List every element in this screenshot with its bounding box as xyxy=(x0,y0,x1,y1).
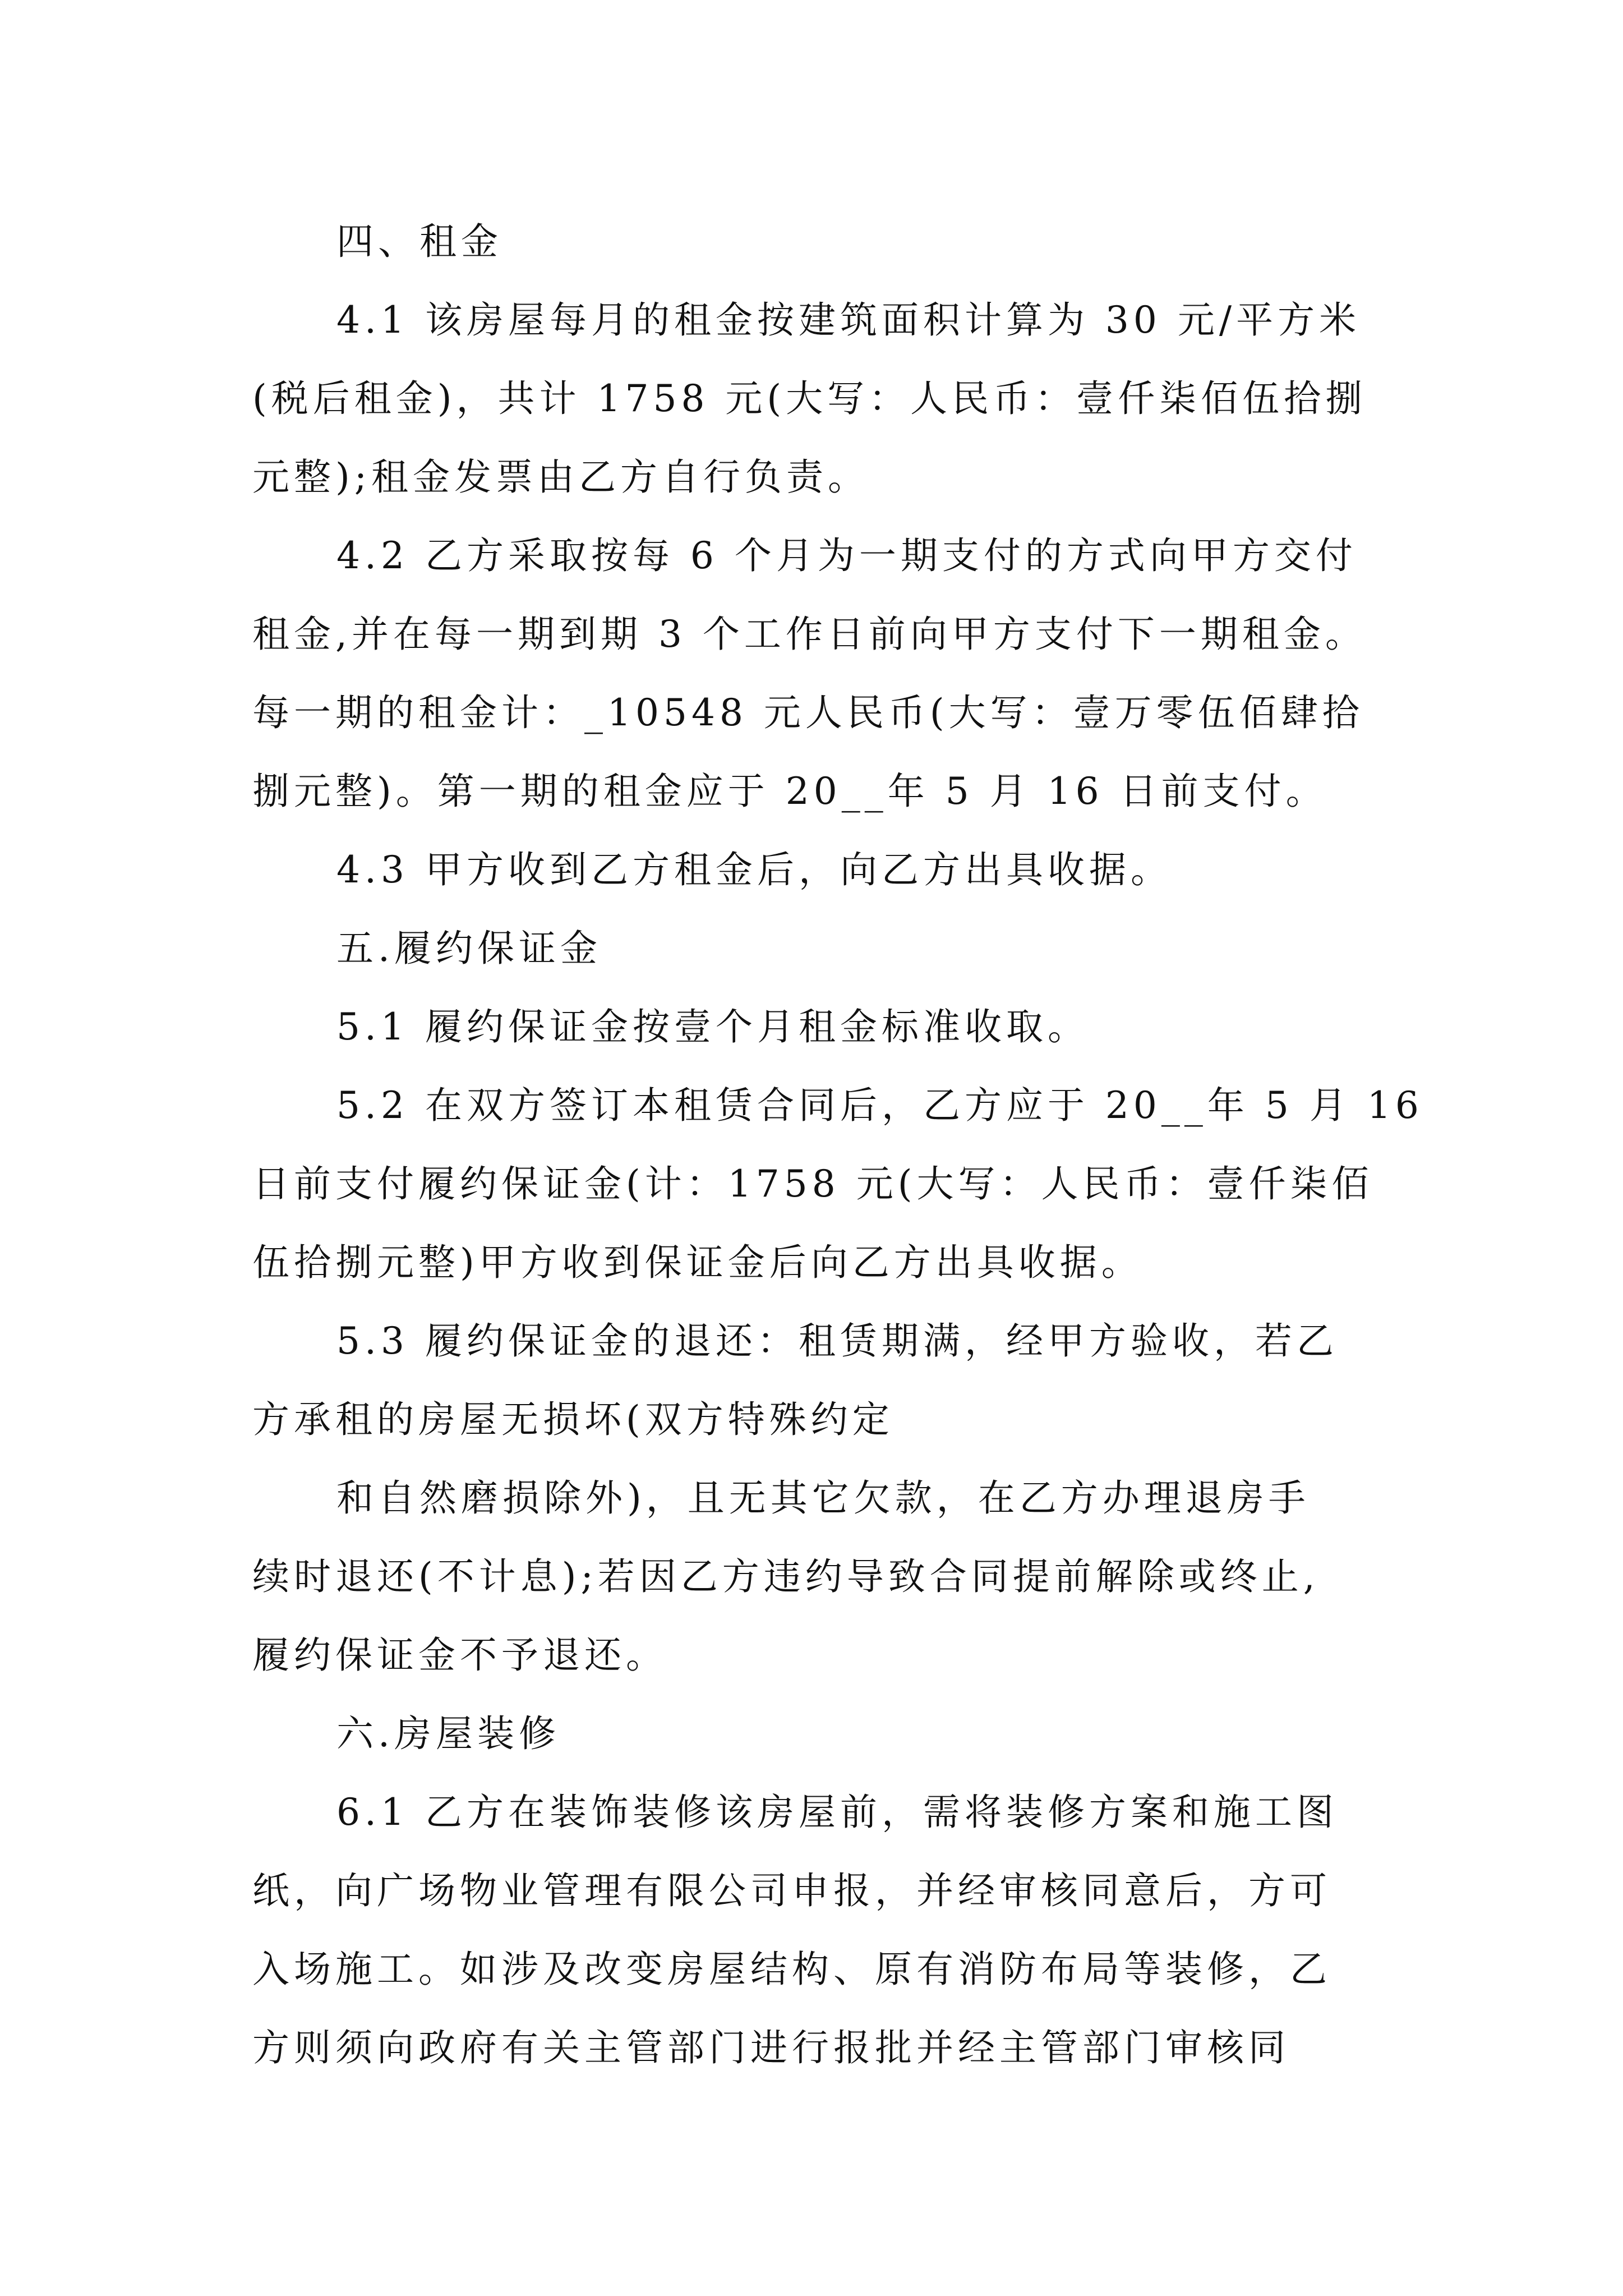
paragraph-line: 方则须向政府有关主管部门进行报批并经主管部门审核同 xyxy=(252,2026,1290,2069)
paragraph-line: 履约保证金不予退还。 xyxy=(252,1634,667,1677)
section-heading-rent: 四、租金 xyxy=(336,220,502,263)
paragraph-line: 5.3 履约保证金的退还：租赁期满，经甲方验收，若乙 xyxy=(336,1319,1338,1363)
paragraph-line: 日前支付履约保证金(计：1758 元(大写：人民币：壹仟柒佰 xyxy=(252,1162,1373,1205)
paragraph-line: 捌元整)。第一期的租金应于 20__年 5 月 16 日前支付。 xyxy=(252,770,1327,813)
paragraph-line: 4.1 该房屋每月的租金按建筑面积计算为 30 元/平方米 xyxy=(336,298,1361,342)
paragraph-line: 入场施工。如涉及改变房屋结构、原有消防布局等装修，乙 xyxy=(252,1948,1331,1991)
paragraph-line: 伍拾捌元整)甲方收到保证金后向乙方出具收据。 xyxy=(252,1241,1143,1284)
paragraph-line: 续时退还(不计息);若因乙方违约导致合同提前解除或终止, xyxy=(252,1555,1320,1598)
paragraph-line: 5.1 履约保证金按壹个月租金标准收取。 xyxy=(336,1005,1089,1048)
paragraph-line: (税后租金)，共计 1758 元(大写：人民币：壹仟柒佰伍拾捌 xyxy=(252,377,1367,420)
paragraph-line: 和自然磨损除外)，且无其它欠款，在乙方办理退房手 xyxy=(336,1476,1310,1520)
paragraph-line: 5.2 在双方签订本租赁合同后，乙方应于 20__年 5 月 16 xyxy=(336,1084,1423,1127)
paragraph-line: 方承租的房屋无损坏(双方特殊约定 xyxy=(252,1398,894,1441)
paragraph-line: 每一期的租金计：_10548 元人民币(大写：壹万零伍佰肆拾 xyxy=(252,691,1364,734)
section-heading-deposit: 五.履约保证金 xyxy=(336,927,602,970)
paragraph-line: 4.2 乙方采取按每 6 个月为一期支付的方式向甲方交付 xyxy=(336,534,1357,577)
paragraph-line: 纸，向广场物业管理有限公司申报，并经审核同意后，方可 xyxy=(252,1869,1331,1912)
paragraph-line: 元整);租金发票由乙方自行负责。 xyxy=(252,455,869,499)
paragraph-line: 租金,并在每一期到期 3 个工作日前向甲方支付下一期租金。 xyxy=(252,613,1367,656)
paragraph-line: 4.3 甲方收到乙方租金后，向乙方出具收据。 xyxy=(336,848,1172,891)
paragraph-line: 6.1 乙方在装饰装修该房屋前，需将装修方案和施工图 xyxy=(336,1791,1338,1834)
section-heading-decoration: 六.房屋装修 xyxy=(336,1712,560,1755)
